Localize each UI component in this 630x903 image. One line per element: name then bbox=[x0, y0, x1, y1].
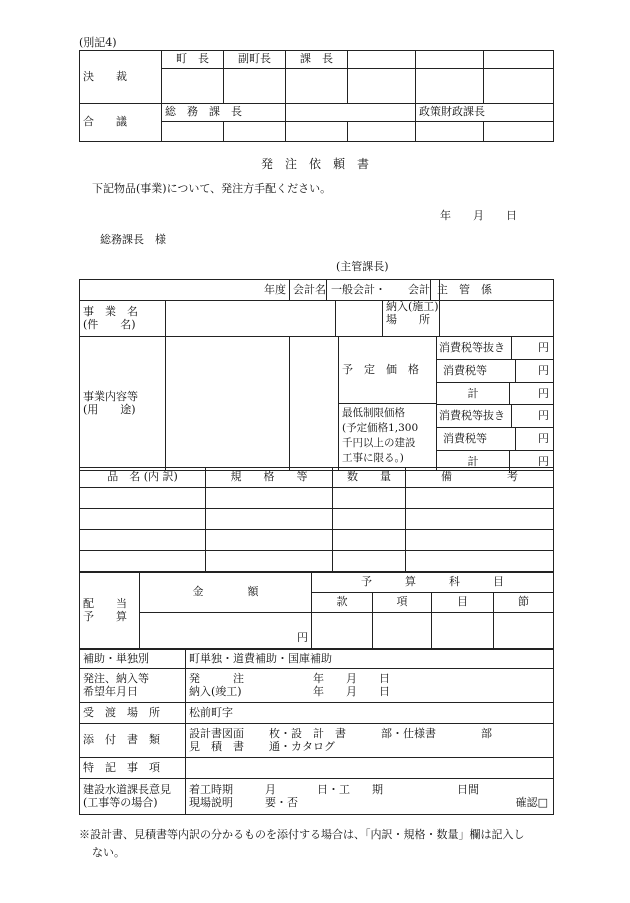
tenpu-d: 部 bbox=[481, 726, 492, 740]
kakunin-checkbox[interactable]: 確認□ bbox=[515, 795, 548, 809]
yotei-label: 予 定 価 格 bbox=[339, 337, 436, 404]
approval-stamp[interactable] bbox=[484, 69, 554, 104]
kacho-label: 課 長 bbox=[286, 51, 348, 69]
kaikei-value[interactable]: 一般会計・ 会計 bbox=[327, 280, 431, 300]
approval-blank bbox=[348, 51, 416, 69]
kaikei-label: 会計名 bbox=[290, 280, 327, 300]
saitei-label-2: (予定価格1,300 bbox=[342, 422, 419, 434]
kingaku-header: 金 額 bbox=[140, 573, 312, 613]
tenpu-a: 設計書図面 bbox=[189, 726, 244, 740]
naiyo-label-1: 事業内容等 bbox=[83, 389, 138, 403]
naiyo-value[interactable] bbox=[166, 337, 290, 471]
item-cell[interactable] bbox=[80, 551, 206, 572]
item-cell[interactable] bbox=[206, 551, 333, 572]
kingaku-value[interactable]: 円 bbox=[140, 613, 312, 649]
suryo-header: 数 量 bbox=[333, 468, 406, 488]
budget-table bbox=[79, 572, 554, 649]
moku-value[interactable] bbox=[432, 613, 494, 649]
item-cell[interactable] bbox=[333, 488, 406, 509]
kensetsu-label-2: (工事等の場合) bbox=[83, 795, 158, 809]
nonyu-label-a: 納入(竣工) bbox=[189, 684, 242, 698]
hatchu-label-a: 発 注 bbox=[189, 671, 244, 685]
item-cell[interactable] bbox=[206, 530, 333, 551]
nonyu-value[interactable] bbox=[440, 301, 554, 337]
kensetsu-label-1: 建設水道課長意見 bbox=[83, 782, 171, 796]
setsu-header: 節 bbox=[494, 593, 554, 613]
table-row bbox=[80, 509, 554, 530]
haito-label-2: 予 算 bbox=[83, 609, 127, 623]
tokki-value[interactable] bbox=[186, 758, 554, 779]
table-row bbox=[80, 551, 554, 572]
tenpu-b: 枚・設 計 書 bbox=[269, 726, 346, 740]
hatchu-value bbox=[186, 669, 554, 703]
saitei-zeinuki-en[interactable]: 円 bbox=[538, 409, 549, 422]
jigyo-value[interactable] bbox=[166, 301, 336, 337]
kensetsu-value bbox=[186, 779, 554, 815]
ko-value[interactable] bbox=[373, 613, 432, 649]
kan-header: 款 bbox=[312, 593, 373, 613]
gogi-stamp[interactable] bbox=[416, 122, 484, 142]
item-cell[interactable] bbox=[80, 488, 206, 509]
gogi-label: 合 議 bbox=[80, 104, 162, 142]
item-cell[interactable] bbox=[206, 488, 333, 509]
hatchu-date[interactable]: 年 月 日 bbox=[313, 671, 390, 685]
approval-table bbox=[79, 50, 554, 142]
tenpu-value bbox=[186, 724, 554, 758]
item-cell[interactable] bbox=[333, 509, 406, 530]
yotei-kei-label: 計 bbox=[437, 383, 510, 404]
saitei-kei-label: 計 bbox=[437, 451, 510, 473]
tsuki-label: 月 bbox=[265, 782, 276, 796]
chocho-stamp[interactable] bbox=[162, 69, 224, 104]
hatchu-label-2: 希望年月日 bbox=[83, 684, 138, 698]
haito-label bbox=[80, 573, 140, 649]
gogi-stamp[interactable] bbox=[224, 122, 286, 142]
kikaku-header: 規 格 等 bbox=[206, 468, 333, 488]
jigyo-label-1: 事 業 名 bbox=[83, 304, 138, 318]
approval-stamp[interactable] bbox=[348, 69, 416, 104]
saitei-label-3: 千円以上の建設 bbox=[342, 437, 416, 449]
main-table bbox=[79, 279, 554, 471]
naiyo-label-2: (用 途) bbox=[83, 402, 136, 416]
item-cell[interactable] bbox=[206, 509, 333, 530]
jigyo-label-2: (件 名) bbox=[83, 317, 136, 331]
koki-label: 日・工 期 bbox=[317, 782, 383, 796]
yotei-zeinuki-label: 消費税等抜き bbox=[437, 337, 512, 359]
saitei-label-4: 工事に限る。) bbox=[342, 452, 404, 464]
moku-header: 目 bbox=[432, 593, 494, 613]
form-reference: (別記4) bbox=[79, 36, 117, 49]
jigyo-label bbox=[80, 301, 166, 337]
gogi-stamp[interactable] bbox=[484, 122, 554, 142]
nonyu-label-1: 納入(施工) bbox=[386, 300, 439, 313]
tokki-label: 特 記 事 項 bbox=[80, 758, 186, 779]
saitei-label-1: 最低制限価格 bbox=[342, 407, 405, 419]
item-cell[interactable] bbox=[333, 530, 406, 551]
approval-blank bbox=[484, 51, 554, 69]
nonyu-label-2: 場 所 bbox=[386, 312, 430, 326]
yotei-zeinuki-en[interactable]: 円 bbox=[538, 341, 549, 354]
kensetsu-label bbox=[80, 779, 186, 815]
approval-stamp[interactable] bbox=[416, 69, 484, 104]
intro-text: 下記物品(事業)について、発注方手配ください。 bbox=[92, 182, 332, 195]
nendo-label: 年度 bbox=[80, 280, 290, 301]
kan-value[interactable] bbox=[312, 613, 373, 649]
addressee: 総務課長 様 bbox=[100, 233, 166, 246]
item-cell[interactable] bbox=[406, 488, 554, 509]
seisaku-kacho-label: 政策財政課長 bbox=[416, 104, 554, 122]
item-cell[interactable] bbox=[333, 551, 406, 572]
yotei-zei-en[interactable]: 円 bbox=[538, 364, 549, 377]
ko-header: 項 bbox=[373, 593, 432, 613]
item-cell[interactable] bbox=[80, 530, 206, 551]
biko-header: 備 考 bbox=[406, 468, 554, 488]
tenpu-c: 部・仕様書 bbox=[381, 726, 436, 740]
yosan-kamoku-header: 予 算 科 目 bbox=[312, 573, 554, 593]
chocho-label: 町 長 bbox=[162, 51, 224, 69]
item-cell[interactable] bbox=[406, 509, 554, 530]
genba-label: 現場説明 bbox=[189, 795, 233, 809]
yotei-zei-label: 消費税等 bbox=[437, 360, 516, 382]
table-row bbox=[80, 488, 554, 509]
footnote-1: ※設計書、見積書等内訳の分かるものを添付する場合は、「内訳・規格・数量」欄は記入し bbox=[79, 828, 525, 841]
hinmei-header: 品 名 (内 訳) bbox=[80, 468, 206, 488]
naiyo-label bbox=[80, 337, 166, 471]
ukewatashi-label: 受 渡 場 所 bbox=[80, 703, 186, 724]
shukan-label: 主 管 係 bbox=[437, 282, 492, 296]
item-cell[interactable] bbox=[406, 530, 554, 551]
haito-label-1: 配 当 bbox=[83, 596, 127, 610]
somu-kacho-label: 総 務 課 長 bbox=[162, 104, 286, 122]
date-field[interactable]: 年 月 日 bbox=[440, 209, 517, 222]
tenpu-f: 通・カタログ bbox=[269, 739, 335, 753]
saitei-kei-en[interactable]: 円 bbox=[538, 455, 549, 468]
kessai-label: 決 裁 bbox=[80, 51, 162, 104]
yotei-kei-en[interactable]: 円 bbox=[538, 387, 549, 400]
footnote-2: ない。 bbox=[92, 846, 125, 859]
gogi-stamp[interactable] bbox=[162, 122, 224, 142]
gogi-stamp[interactable] bbox=[286, 122, 348, 142]
saitei-zeinuki-label: 消費税等抜き bbox=[437, 405, 512, 427]
tenpu-e: 見 積 書 bbox=[189, 739, 244, 753]
yohi-label[interactable]: 要・否 bbox=[265, 795, 298, 809]
table-row bbox=[80, 530, 554, 551]
gogi-stamp[interactable] bbox=[348, 122, 416, 142]
hojo-label: 補助・単独別 bbox=[80, 650, 186, 669]
item-cell[interactable] bbox=[80, 509, 206, 530]
setsu-value[interactable] bbox=[494, 613, 554, 649]
hatchu-label-1: 発注、納入等 bbox=[83, 671, 149, 685]
fukuchocho-label: 副町長 bbox=[224, 51, 286, 69]
nichikan-label: 日間 bbox=[457, 782, 479, 796]
fukuchocho-stamp[interactable] bbox=[224, 69, 286, 104]
from-label: (主管課長) bbox=[336, 260, 389, 273]
saitei-zei-en[interactable]: 円 bbox=[538, 432, 549, 445]
approval-blank bbox=[416, 51, 484, 69]
hatchu-label bbox=[80, 669, 186, 703]
saitei-zei-label: 消費税等 bbox=[437, 428, 516, 450]
items-table bbox=[79, 467, 554, 572]
chakko-label: 着工時期 bbox=[189, 782, 233, 796]
ukewatashi-value[interactable]: 松前町字 bbox=[186, 703, 554, 724]
tenpu-label: 添 付 書 類 bbox=[80, 724, 186, 758]
hojo-value[interactable]: 町単独・道費補助・国庫補助 bbox=[186, 650, 554, 669]
lower-table bbox=[79, 649, 554, 815]
nonyu-date[interactable]: 年 月 日 bbox=[313, 684, 390, 698]
doc-title: 発 注 依 頼 書 bbox=[260, 157, 369, 171]
gogi-blank bbox=[286, 104, 416, 122]
kacho-stamp[interactable] bbox=[286, 69, 348, 104]
item-cell[interactable] bbox=[406, 551, 554, 572]
